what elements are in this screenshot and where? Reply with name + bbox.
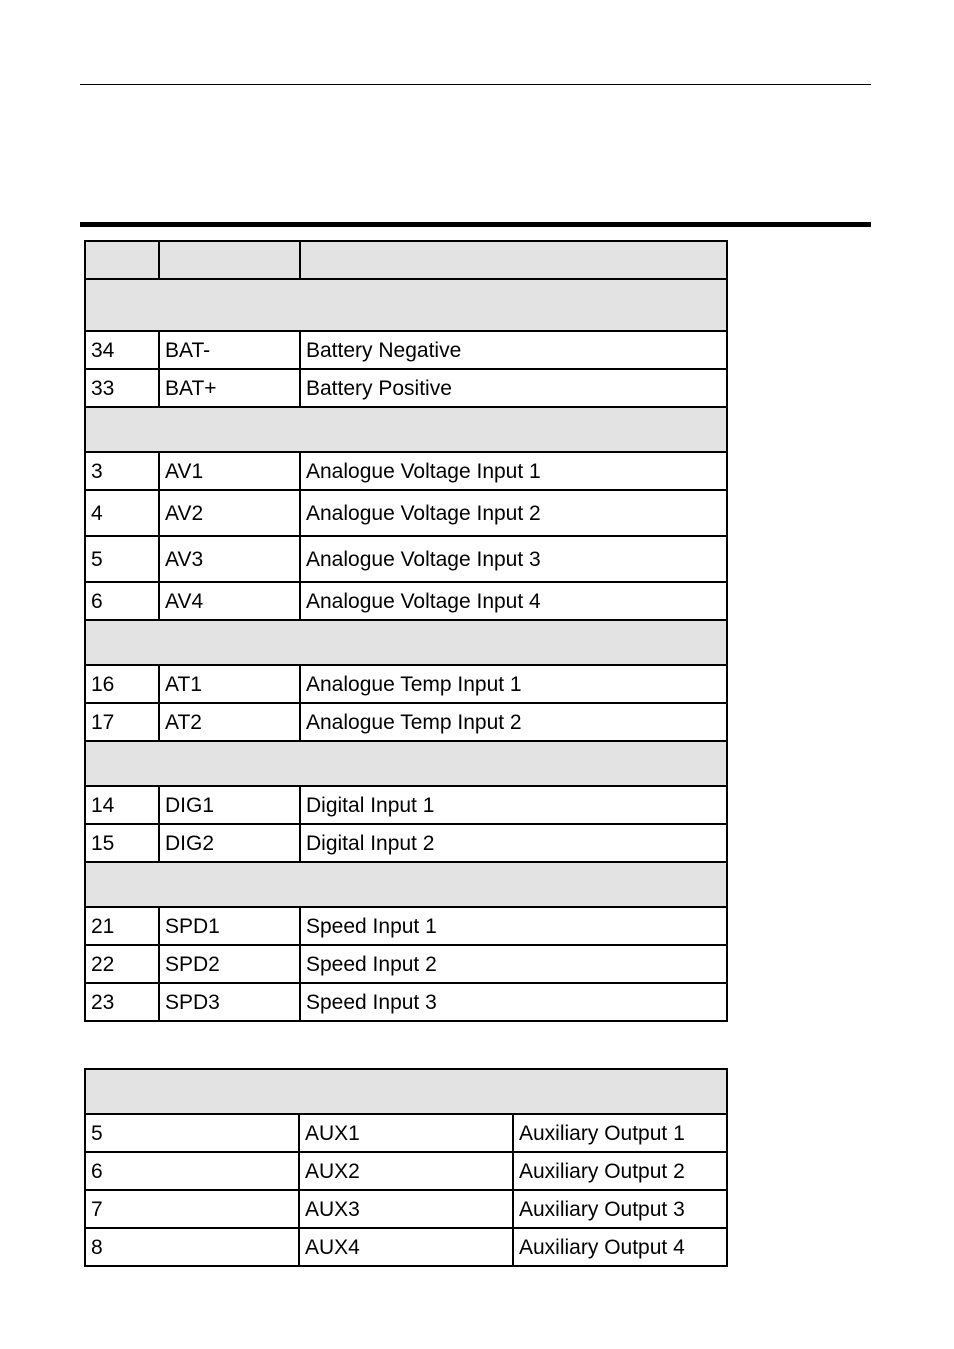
group-header-row: [85, 1069, 727, 1114]
table-row: [85, 786, 727, 824]
pin-number: 21: [85, 907, 159, 945]
group-header-row: [85, 279, 727, 331]
pin-description: Analogue Voltage Input 3: [300, 536, 727, 582]
table-row: [85, 331, 727, 369]
pin-number: 5: [85, 536, 159, 582]
pin-description: Digital Input 2: [300, 824, 727, 862]
pin-number: 3: [85, 452, 159, 490]
pin-number: 4: [85, 490, 159, 536]
header-rule: [80, 84, 871, 85]
inputs-pin-table: [84, 240, 728, 1022]
table-row: [85, 703, 727, 741]
group-header-row: [85, 741, 727, 786]
table-row: [85, 665, 727, 703]
pin-description: Speed Input 1: [300, 907, 727, 945]
pin-number: 34: [85, 331, 159, 369]
group-label: [85, 407, 727, 452]
pin-name: AV1: [159, 452, 300, 490]
pin-name: DIG2: [159, 824, 300, 862]
group-header-row: [85, 620, 727, 665]
table-row: [85, 490, 727, 536]
pin-description: Auxiliary Output 3: [513, 1190, 727, 1228]
pin-description: Analogue Temp Input 2: [300, 703, 727, 741]
table-row: [85, 1114, 727, 1152]
table-row: [85, 1228, 727, 1266]
section-rule: [80, 222, 871, 227]
column-header-description: [300, 241, 727, 279]
pin-name: SPD3: [159, 983, 300, 1021]
pin-description: Auxiliary Output 1: [513, 1114, 727, 1152]
pin-number: 8: [85, 1228, 299, 1266]
pin-number: 7: [85, 1190, 299, 1228]
pin-description: Battery Positive: [300, 369, 727, 407]
pin-description: Auxiliary Output 4: [513, 1228, 727, 1266]
table-header-row: [85, 241, 727, 279]
pin-name: SPD1: [159, 907, 300, 945]
pin-description: Battery Negative: [300, 331, 727, 369]
pin-name: AUX2: [299, 1152, 513, 1190]
pin-number: 22: [85, 945, 159, 983]
column-header-pin: [85, 241, 159, 279]
pin-description: Speed Input 3: [300, 983, 727, 1021]
group-header-row: [85, 862, 727, 907]
pin-number: 23: [85, 983, 159, 1021]
pin-name: BAT+: [159, 369, 300, 407]
pin-name: AT2: [159, 703, 300, 741]
table-row: [85, 983, 727, 1021]
group-label: [85, 620, 727, 665]
pin-number: 6: [85, 582, 159, 620]
pin-name: DIG1: [159, 786, 300, 824]
group-label: [85, 862, 727, 907]
table-row: [85, 369, 727, 407]
table-row: [85, 945, 727, 983]
table-row: [85, 824, 727, 862]
pin-number: 6: [85, 1152, 299, 1190]
pin-name: AV3: [159, 536, 300, 582]
group-header-row: [85, 407, 727, 452]
pin-description: Speed Input 2: [300, 945, 727, 983]
pin-name: AUX1: [299, 1114, 513, 1152]
table-row: [85, 452, 727, 490]
group-label: [85, 279, 727, 331]
pin-description: Auxiliary Output 2: [513, 1152, 727, 1190]
column-header-name: [159, 241, 300, 279]
pin-name: AUX4: [299, 1228, 513, 1266]
pin-name: AV4: [159, 582, 300, 620]
pin-name: AT1: [159, 665, 300, 703]
table-row: [85, 1152, 727, 1190]
pin-name: BAT-: [159, 331, 300, 369]
pin-name: SPD2: [159, 945, 300, 983]
pin-number: 5: [85, 1114, 299, 1152]
pin-description: Analogue Temp Input 1: [300, 665, 727, 703]
pin-description: Analogue Voltage Input 1: [300, 452, 727, 490]
pin-number: 33: [85, 369, 159, 407]
pin-description: Analogue Voltage Input 2: [300, 490, 727, 536]
pin-description: Analogue Voltage Input 4: [300, 582, 727, 620]
group-label: [85, 1069, 727, 1114]
table-row: [85, 907, 727, 945]
pin-number: 17: [85, 703, 159, 741]
pin-name: AUX3: [299, 1190, 513, 1228]
group-label: [85, 741, 727, 786]
pin-number: 15: [85, 824, 159, 862]
table-row: [85, 1190, 727, 1228]
table-row: [85, 536, 727, 582]
pin-number: 14: [85, 786, 159, 824]
pin-number: 16: [85, 665, 159, 703]
pin-name: AV2: [159, 490, 300, 536]
pin-description: Digital Input 1: [300, 786, 727, 824]
table-row: [85, 582, 727, 620]
outputs-pin-table: [84, 1068, 728, 1267]
